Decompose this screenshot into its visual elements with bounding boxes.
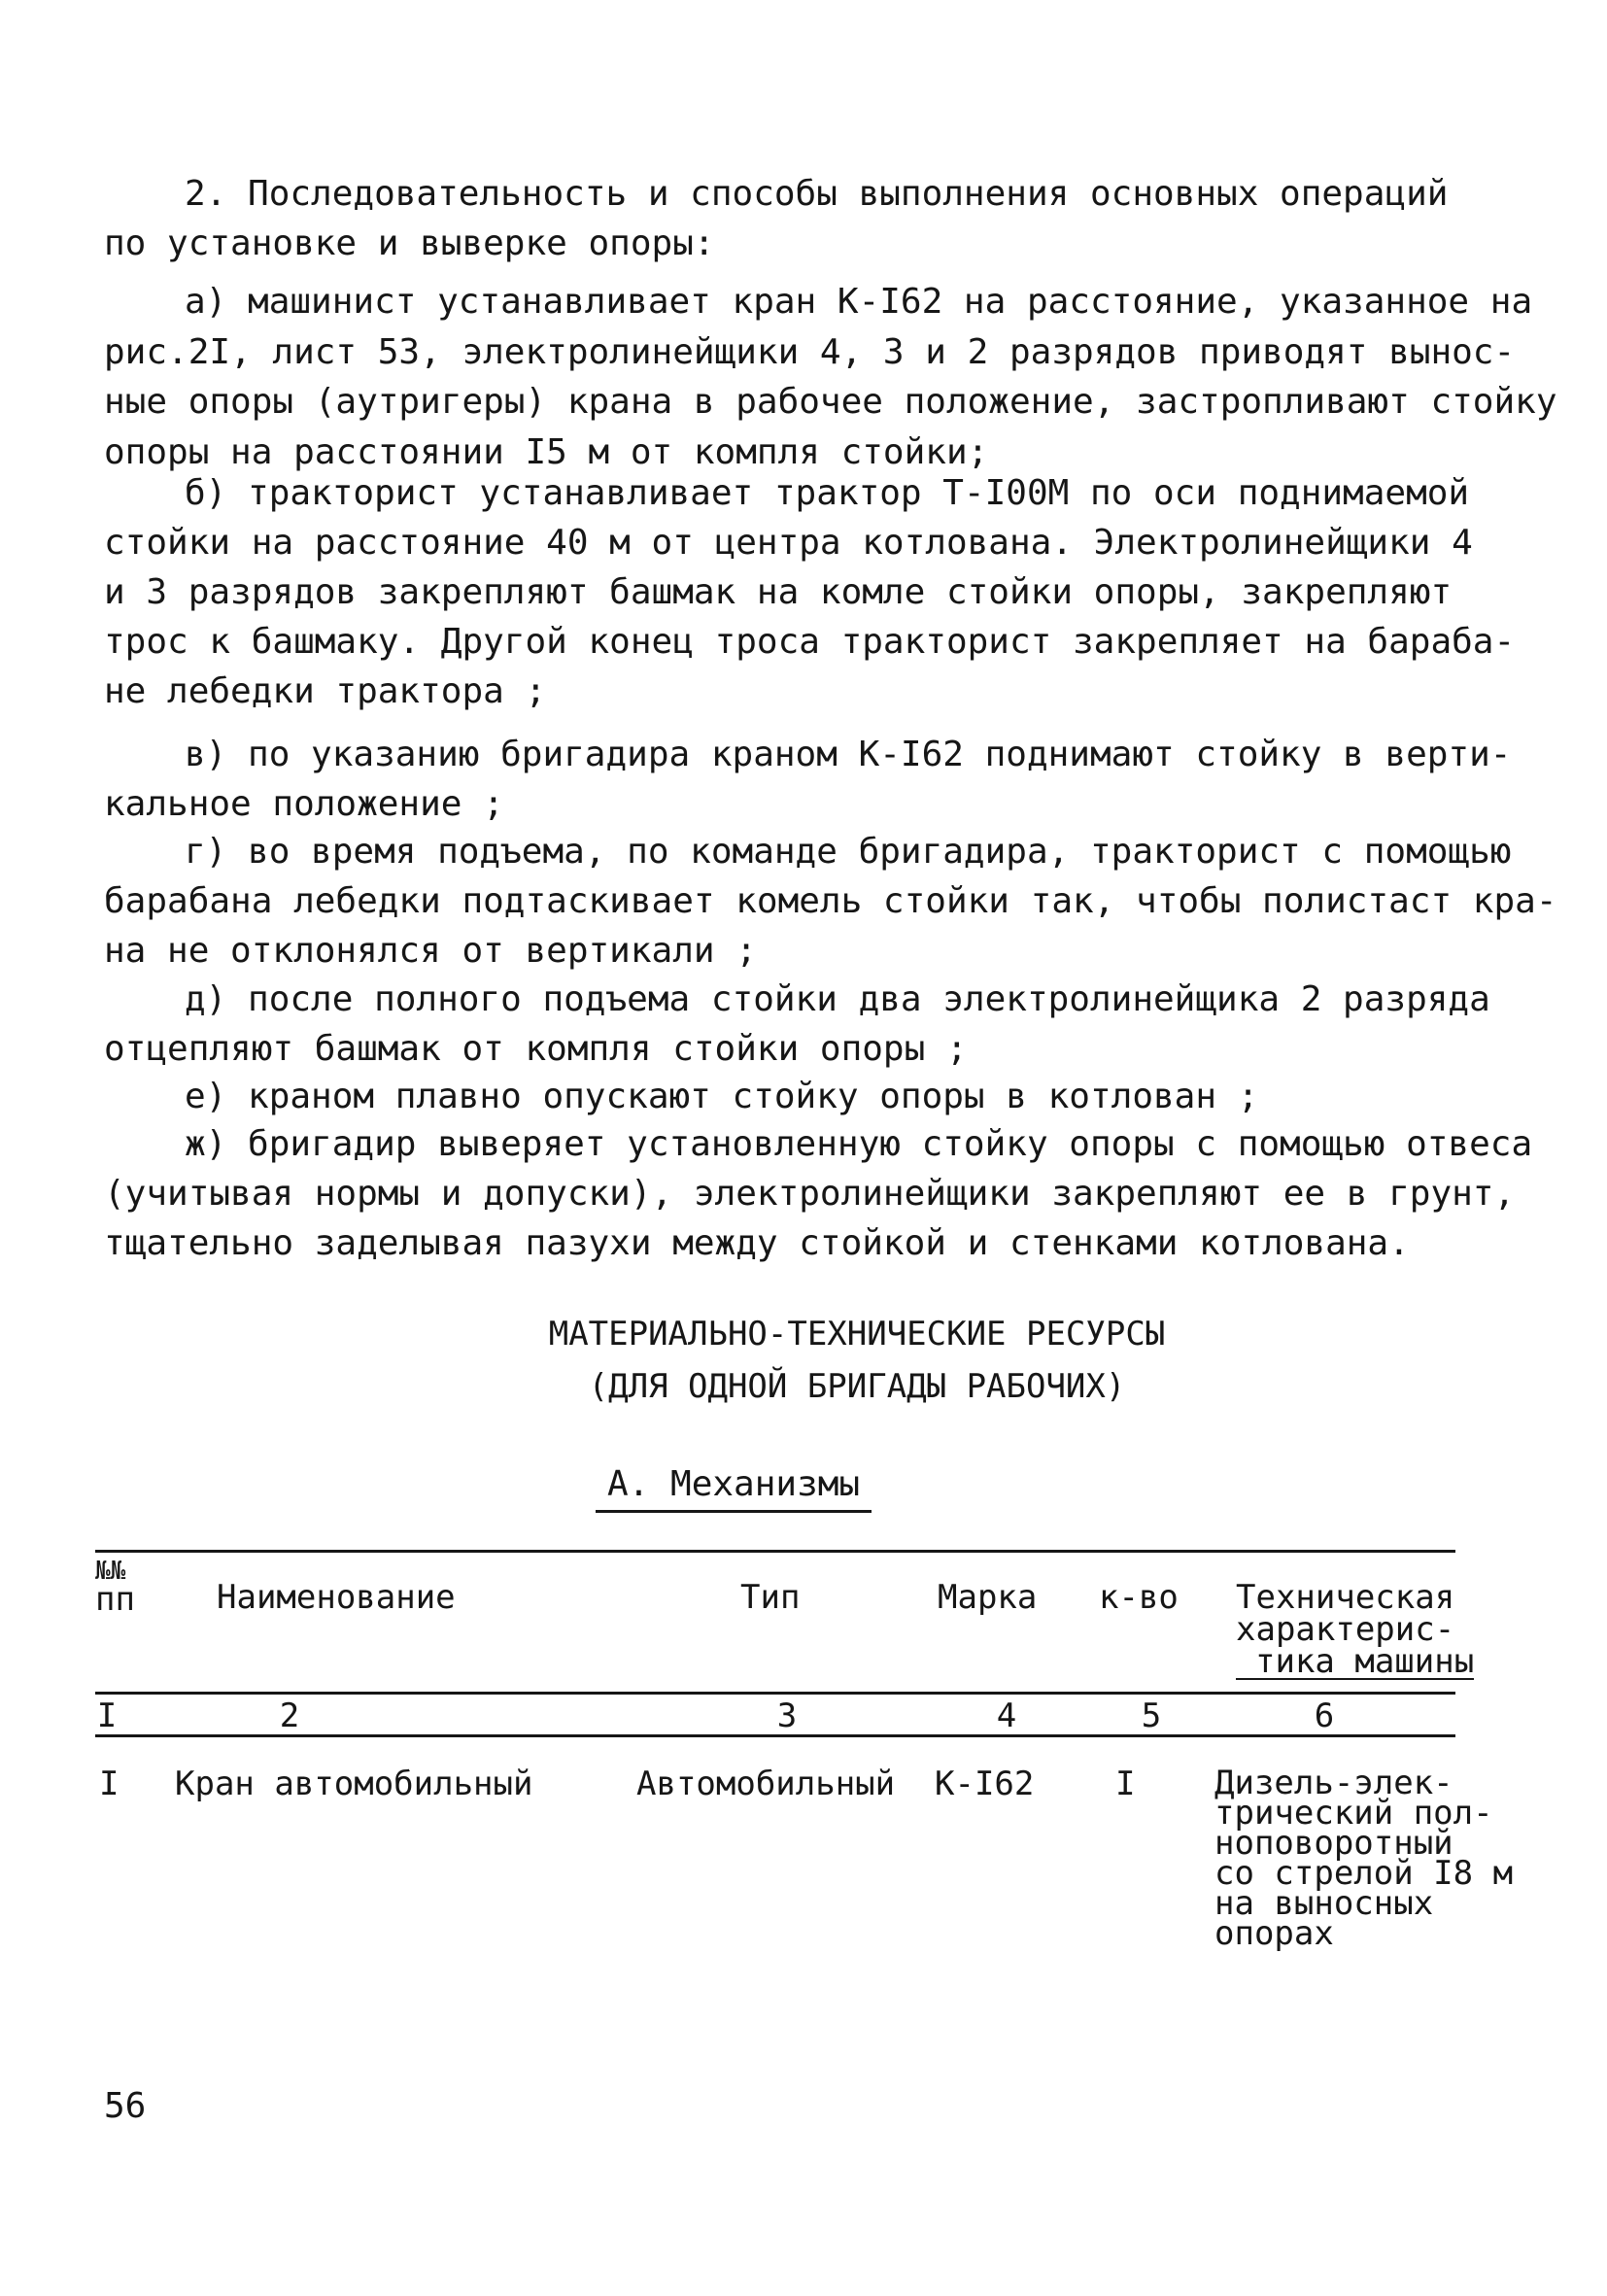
- column-number: 2: [279, 1696, 300, 1735]
- text-line: г) во время подъема, по команде бригадира, тракторист с помощью: [185, 832, 1512, 872]
- text-line: 2. Последовательность и способы выполнения основных операций: [185, 174, 1449, 214]
- header-type: Тип: [740, 1578, 801, 1617]
- text-line: тщательно заделывая пазухи между стойкой и стенками котлована.: [104, 1223, 1410, 1263]
- text-line: рис.2I, лист 53, электролинейщики 4, 3 и 2 разрядов приводят вынос-: [104, 331, 1516, 372]
- row-tech-line: на выносных: [1214, 1884, 1434, 1923]
- item-g: [104, 827, 1557, 976]
- text-line: не лебедки трактора ;: [104, 671, 547, 711]
- column-number: 4: [996, 1696, 1017, 1735]
- header-num-line-1: №№: [95, 1557, 126, 1586]
- header-num-line-2: пп: [95, 1580, 135, 1619]
- table-top-rule: [95, 1550, 1455, 1553]
- text-line: кальное положение ;: [104, 784, 504, 824]
- header-brand: Марка: [938, 1578, 1038, 1617]
- item-zh: [104, 1119, 1532, 1268]
- table-numbers-rule: [95, 1734, 1455, 1737]
- paragraph-2: [104, 169, 1448, 268]
- column-number: I: [96, 1696, 118, 1735]
- header-name: Наименование: [217, 1578, 456, 1617]
- text-line: (учитывая нормы и допуски), электролинейщики закрепляют ее в грунт,: [104, 1174, 1516, 1214]
- column-number: 5: [1141, 1696, 1162, 1735]
- item-e: [104, 1072, 1258, 1121]
- text-line: стойки на расстояние 40 м от центра котлована. Электролинейщики 4: [104, 523, 1473, 563]
- text-line: ные опоры (аутригеры) крана в рабочее положение, застропливают стойку: [104, 382, 1557, 422]
- header-tech-line: Техническая: [1236, 1578, 1455, 1617]
- header-tech-line: характерис-: [1236, 1610, 1455, 1649]
- row-tech-line: ноповоротный: [1214, 1824, 1453, 1863]
- item-v: [104, 730, 1511, 829]
- section-heading: [0, 1308, 1607, 1413]
- text-line: на не отклонялся от вертикали ;: [104, 931, 757, 971]
- row-tech-line: Дизель-элек-: [1214, 1764, 1453, 1802]
- text-line: д) после полного подъема стойки два электролинейщика 2 разряда: [185, 979, 1490, 1019]
- text-line: отцепляют башмак от компля стойки опоры ;: [104, 1029, 968, 1069]
- row-name: Кран автомобильный: [175, 1765, 533, 1803]
- row-tech-line: со стрелой I8 м: [1214, 1854, 1514, 1893]
- column-number: 6: [1314, 1696, 1335, 1735]
- header-qty: к-во: [1099, 1578, 1179, 1617]
- subsection-title: А. Механизмы: [596, 1465, 872, 1513]
- item-b: [104, 468, 1515, 716]
- row-type: Автомобильный: [636, 1765, 896, 1803]
- item-d: [104, 975, 1490, 1074]
- text-line: б) тракторист устанавливает трактор Т-I00М по оси поднимаемой: [185, 473, 1470, 513]
- table-header-rule: [95, 1692, 1455, 1695]
- page-number: 56: [104, 2086, 147, 2126]
- row-tech-line: трический пол-: [1214, 1794, 1493, 1833]
- text-line: е) краном плавно опускают стойку опоры в котлован ;: [185, 1077, 1259, 1116]
- text-line: барабана лебедки подтаскивает комель стойки так, чтобы полистаст кра-: [104, 881, 1557, 921]
- row-tech-line: опорах: [1214, 1914, 1334, 1953]
- section-title-line-2: (ДЛЯ ОДНОЙ БРИГАДЫ РАБОЧИХ): [588, 1367, 1126, 1406]
- text-line: опоры на расстоянии I5 м от компля стойки;: [104, 431, 989, 472]
- text-line: и 3 разрядов закрепляют башмак на комле стойки опоры, закрепляют: [104, 572, 1453, 612]
- header-tech-line: тика машины: [1236, 1646, 1474, 1680]
- column-number: 3: [776, 1696, 798, 1735]
- text-line: по установке и выверке опоры:: [104, 223, 715, 263]
- header-num: [95, 1557, 135, 1619]
- row-qty: I: [1115, 1765, 1136, 1803]
- text-line: трос к башмаку. Другой конец троса тракторист закрепляет на бараба-: [104, 622, 1516, 662]
- text-line: а) машинист устанавливает кран К-I62 на расстояние, указанное на: [185, 282, 1533, 322]
- row-tech: [1214, 1764, 1514, 1953]
- section-title-line-1: МАТЕРИАЛЬНО-ТЕХНИЧЕСКИЕ РЕСУРСЫ: [548, 1315, 1166, 1354]
- text-line: ж) бригадир выверяет установленную стойку опоры с помощью отвеса: [185, 1124, 1533, 1164]
- header-tech: [1236, 1578, 1475, 1681]
- item-a: [104, 277, 1557, 477]
- row-brand: К-I62: [935, 1765, 1035, 1803]
- row-num: I: [99, 1765, 120, 1803]
- text-line: в) по указанию бригадира краном К-I62 поднимают стойку в верти-: [185, 735, 1512, 774]
